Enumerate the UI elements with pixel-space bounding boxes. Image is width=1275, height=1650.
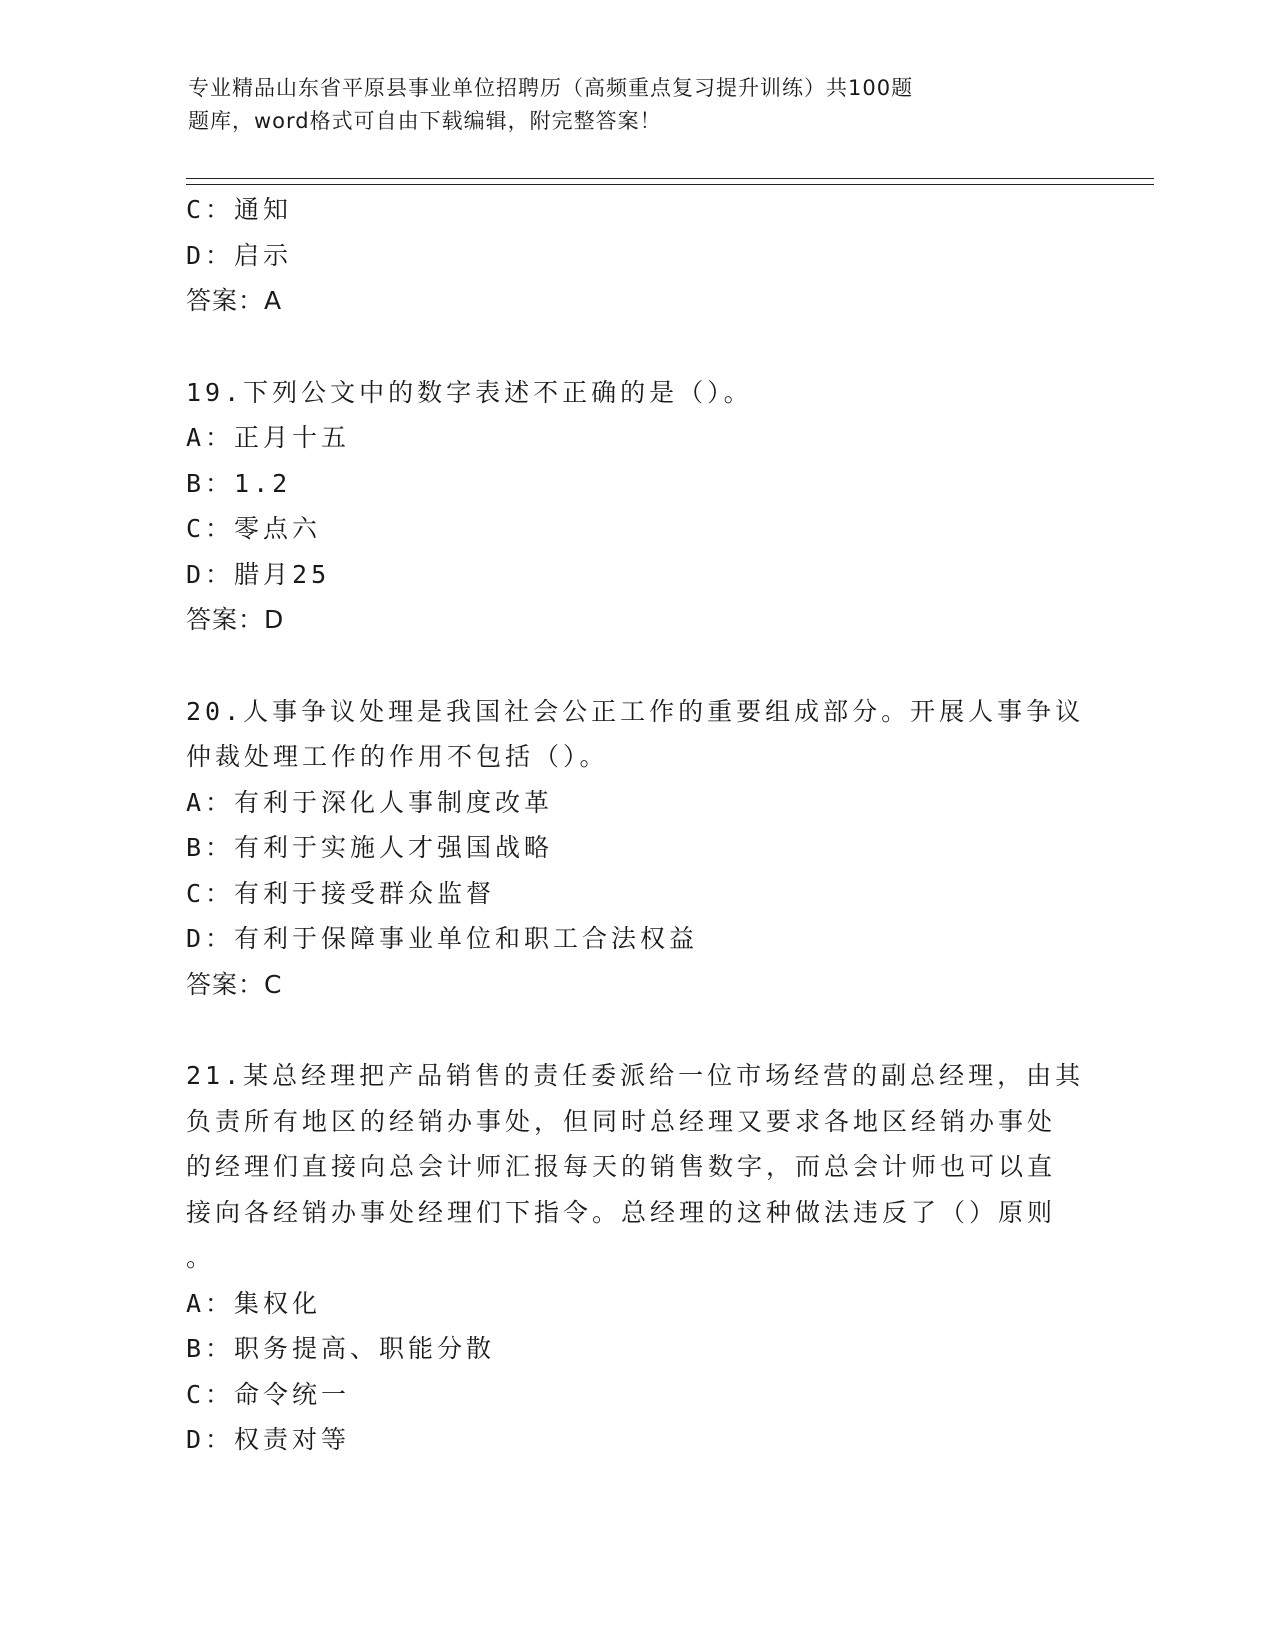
option-c: C：零点六 xyxy=(186,514,322,543)
question-stem-line: 20.人事争议处理是我国社会公正工作的重要组成部分。开展人事争议 xyxy=(186,696,1085,726)
header-line-1: 专业精品山东省平原县事业单位招聘历（高频重点复习提升训练）共100题 xyxy=(188,76,914,100)
question-stem-line: 21.某总经理把产品销售的责任委派给一位市场经营的副总经理，由其 xyxy=(186,1061,1085,1090)
question-stem-line: 。 xyxy=(186,1243,216,1272)
header-divider-top xyxy=(186,178,1154,179)
question-20 xyxy=(186,689,1086,1008)
question-18-tail xyxy=(186,187,1086,324)
option-c: C：命令统一 xyxy=(186,1379,351,1409)
question-stem-line: 的经理们直接向总会计师汇报每天的销售数字，而总会计师也可以直 xyxy=(186,1152,1057,1181)
header-line-2: 题库，word格式可自由下载编辑，附完整答案！ xyxy=(188,109,662,133)
answer: 答案：D xyxy=(186,605,285,634)
question-stem-line: 负责所有地区的经销办事处，但同时总经理又要求各地区经销办事处 xyxy=(186,1106,1057,1136)
option-b: B：职务提高、职能分散 xyxy=(186,1334,496,1363)
question-21 xyxy=(186,1053,1086,1463)
option-d: D：腊月25 xyxy=(186,559,331,589)
document-header xyxy=(188,72,1048,138)
answer: 答案：A xyxy=(186,286,283,315)
option-d: D：有利于保障事业单位和职工合法权益 xyxy=(186,924,699,953)
option-d: D：权责对等 xyxy=(186,1425,351,1454)
option-b: B：1.2 xyxy=(186,468,292,498)
answer: 答案：C xyxy=(186,969,283,999)
option-b: B：有利于实施人才强国战略 xyxy=(186,833,554,862)
option-a: A：有利于深化人事制度改革 xyxy=(186,787,554,817)
option-c: C：通知 xyxy=(186,195,293,224)
option-d: D：启示 xyxy=(186,240,293,270)
header-divider-bottom xyxy=(186,184,1154,185)
spacer xyxy=(186,324,1086,370)
option-c: C：有利于接受群众监督 xyxy=(186,878,496,908)
option-a: A：集权化 xyxy=(186,1288,322,1318)
question-stem-line: 接向各经销办事处经理们下指令。总经理的这种做法违反了（）原则 xyxy=(186,1197,1057,1227)
option-a: A：正月十五 xyxy=(186,423,351,452)
question-stem-line: 仲裁处理工作的作用不包括（）。 xyxy=(186,742,609,771)
question-19 xyxy=(186,370,1086,643)
spacer xyxy=(186,1007,1086,1053)
question-stem: 19.下列公文中的数字表述不正确的是（）。 xyxy=(186,377,753,407)
spacer xyxy=(186,643,1086,689)
question-list xyxy=(186,187,1086,1463)
